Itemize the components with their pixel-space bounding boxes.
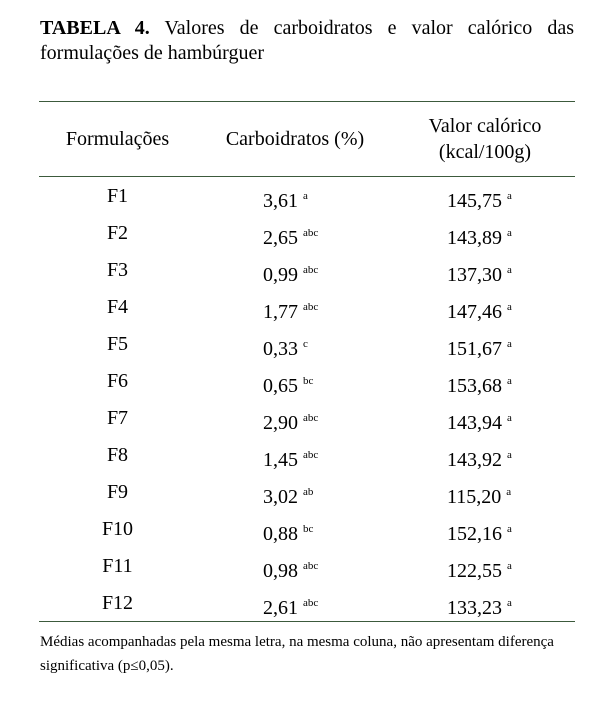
carb-value: 2,65 xyxy=(263,227,298,249)
formulation-cell: F1 xyxy=(106,185,129,207)
kcal-cell xyxy=(447,516,512,547)
kcal-significance-letter: a xyxy=(507,560,512,572)
table-row xyxy=(40,473,575,510)
kcal-cell xyxy=(447,479,511,510)
carb-significance-letter: abc xyxy=(303,227,319,239)
kcal-cell xyxy=(447,220,512,251)
footnote: Médias acompanhadas pela mesma letra, na mesma coluna, não apresentam diferença significativa (p≤0,05). xyxy=(40,634,554,674)
kcal-significance-letter: a xyxy=(507,190,512,202)
carb-cell xyxy=(263,220,318,251)
kcal-value: 143,89 xyxy=(447,227,502,249)
kcal-significance-letter: a xyxy=(507,227,512,239)
bottom-rule xyxy=(39,621,575,622)
table-row xyxy=(40,510,575,547)
carb-value: 1,45 xyxy=(263,449,298,471)
kcal-significance-letter: a xyxy=(507,338,512,350)
carb-significance-letter: abc xyxy=(303,597,319,609)
carb-cell xyxy=(263,405,318,436)
carb-cell xyxy=(263,183,308,214)
kcal-value: 122,55 xyxy=(447,560,502,582)
table-row xyxy=(40,584,575,621)
table-row xyxy=(40,251,575,288)
carb-significance-letter: a xyxy=(303,190,308,202)
kcal-value: 153,68 xyxy=(447,375,502,397)
formulation-cell: F12 xyxy=(101,592,134,614)
kcal-cell xyxy=(447,405,512,436)
carb-value: 0,88 xyxy=(263,523,298,545)
top-rule xyxy=(39,101,575,102)
carb-significance-letter: abc xyxy=(303,412,319,424)
kcal-cell xyxy=(447,442,512,473)
carb-value: 3,61 xyxy=(263,190,298,212)
header-valor-calorico-line1: Valor calórico xyxy=(428,115,542,137)
carb-value: 2,90 xyxy=(263,412,298,434)
carb-cell xyxy=(263,553,318,584)
carb-value: 1,77 xyxy=(263,301,298,323)
carb-significance-letter: c xyxy=(303,338,308,350)
header-valor-calorico-unit: (kcal/100g) xyxy=(438,141,532,163)
formulation-cell: F5 xyxy=(106,333,129,355)
kcal-cell xyxy=(447,257,512,288)
carb-value: 3,02 xyxy=(263,486,298,508)
kcal-value: 143,94 xyxy=(447,412,502,434)
kcal-significance-letter: a xyxy=(507,523,512,535)
kcal-value: 151,67 xyxy=(447,338,502,360)
carb-cell xyxy=(263,590,318,621)
carb-cell xyxy=(263,516,313,547)
kcal-cell xyxy=(447,294,512,325)
carb-cell xyxy=(263,257,318,288)
table-row xyxy=(40,177,575,214)
kcal-cell xyxy=(447,590,512,621)
kcal-significance-letter: a xyxy=(507,449,512,461)
carb-cell xyxy=(263,331,308,362)
kcal-significance-letter: a xyxy=(507,375,512,387)
header-formulacoes: Formulações xyxy=(65,128,170,150)
formulation-cell: F7 xyxy=(106,407,129,429)
formulation-cell: F6 xyxy=(106,370,129,392)
formulation-cell: F8 xyxy=(106,444,129,466)
header-valor-calorico xyxy=(395,113,575,165)
table-row xyxy=(40,288,575,325)
kcal-cell xyxy=(447,331,512,362)
kcal-cell xyxy=(447,368,512,399)
kcal-significance-letter: a xyxy=(507,597,512,609)
carb-significance-letter: bc xyxy=(303,375,314,387)
carb-significance-letter: abc xyxy=(303,264,319,276)
kcal-value: 152,16 xyxy=(447,523,502,545)
table-caption xyxy=(40,16,574,66)
carb-value: 2,61 xyxy=(263,597,298,619)
carb-cell xyxy=(263,479,313,510)
carb-value: 0,65 xyxy=(263,375,298,397)
table-label: TABELA 4. xyxy=(40,17,150,39)
carb-value: 0,33 xyxy=(263,338,298,360)
kcal-significance-letter: a xyxy=(507,264,512,276)
table-row xyxy=(40,547,575,584)
kcal-significance-letter: a xyxy=(506,486,512,498)
carb-cell xyxy=(263,442,318,473)
kcal-significance-letter: a xyxy=(507,301,512,313)
carb-value: 0,99 xyxy=(263,264,298,286)
formulation-cell: F10 xyxy=(101,518,134,540)
table-row xyxy=(40,436,575,473)
formulation-cell: F11 xyxy=(102,555,133,577)
table-row xyxy=(40,325,575,362)
carb-cell xyxy=(263,368,313,399)
carb-significance-letter: abc xyxy=(303,449,319,461)
table-body xyxy=(40,177,575,621)
table-row xyxy=(40,399,575,436)
kcal-value: 133,23 xyxy=(447,597,502,619)
carb-significance-letter: ab xyxy=(303,486,314,498)
kcal-value: 115,20 xyxy=(447,486,502,508)
formulation-cell: F9 xyxy=(106,481,129,503)
carb-cell xyxy=(263,294,318,325)
kcal-cell xyxy=(447,183,512,214)
table-row xyxy=(40,214,575,251)
kcal-cell xyxy=(447,553,512,584)
kcal-significance-letter: a xyxy=(507,412,512,424)
kcal-value: 143,92 xyxy=(447,449,502,471)
carb-significance-letter: abc xyxy=(303,560,319,572)
formulation-cell: F2 xyxy=(106,222,129,244)
header-carboidratos: Carboidratos (%) xyxy=(225,128,365,150)
carb-significance-letter: abc xyxy=(303,301,319,313)
kcal-value: 145,75 xyxy=(447,190,502,212)
kcal-value: 137,30 xyxy=(447,264,502,286)
kcal-value: 147,46 xyxy=(447,301,502,323)
carb-value: 0,98 xyxy=(263,560,298,582)
formulation-cell: F4 xyxy=(106,296,129,318)
table-title: Valores de carboidratos e valor calórico das formulações de hambúrguer xyxy=(40,17,574,64)
formulation-cell: F3 xyxy=(106,259,129,281)
table-row xyxy=(40,362,575,399)
carb-significance-letter: bc xyxy=(303,523,314,535)
